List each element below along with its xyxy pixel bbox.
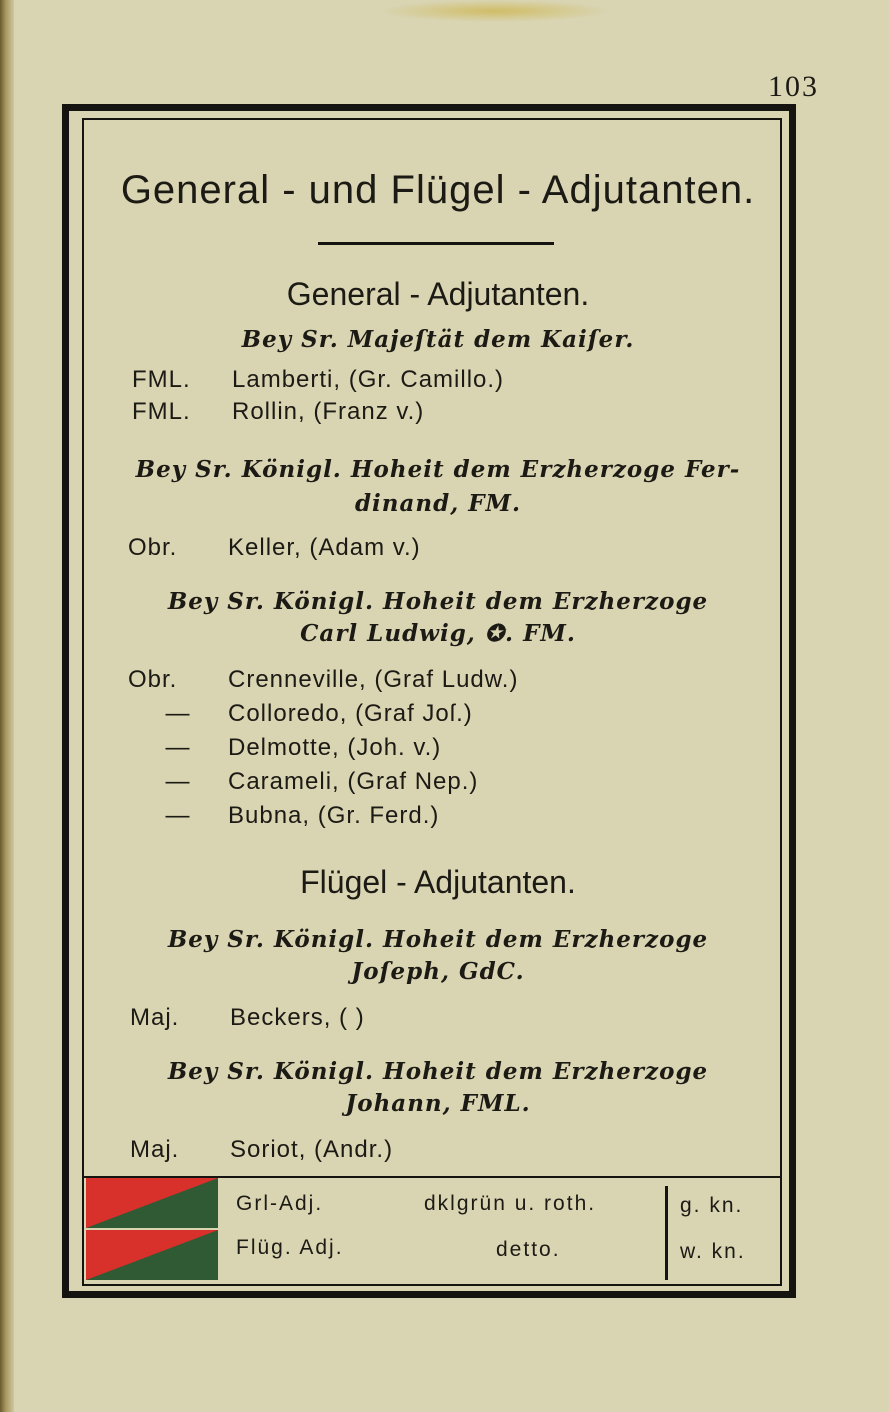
group-heading-continued: Joſeph, GdC. <box>351 958 525 985</box>
section-heading-general-adjutanten: General - Adjutanten. <box>286 276 590 312</box>
page-title: General - und Flügel - Adjutanten. <box>120 168 756 212</box>
list-item <box>128 534 421 562</box>
group-heading: Bey Sr. Königl. Hoheit dem Erzherzoge <box>167 926 709 953</box>
rank: Obr. <box>128 534 178 561</box>
rank: Maj. <box>130 1136 180 1163</box>
list-item <box>130 1136 393 1164</box>
legend-button-text: g. kn. <box>680 1194 744 1217</box>
list-item <box>132 398 424 426</box>
rank-ditto: — <box>165 700 191 727</box>
section-heading-fluegel-adjutanten: Flügel - Adjutanten. <box>300 864 576 900</box>
person-name: Keller, (Adam v.) <box>228 534 421 561</box>
person-name: Carameli, (Graf Nep.) <box>228 768 479 795</box>
legend-label-grl-adj: Grl-Adj. <box>236 1192 324 1215</box>
list-item <box>128 700 473 728</box>
group-heading: Bey Sr. Königl. Hoheit dem Erzherzoge <box>167 588 709 615</box>
group-heading-continued: Carl Ludwig, ✪. FM. <box>300 620 576 647</box>
legend-divider <box>665 1186 668 1280</box>
person-name: Colloredo, (Graf Joſ.) <box>228 700 473 727</box>
rank: FML. <box>132 398 191 425</box>
book-spine-edge <box>0 0 14 1412</box>
person-name: Beckers, ( ) <box>230 1004 365 1031</box>
title-divider <box>318 242 554 245</box>
legend-button-text: w. kn. <box>680 1240 746 1263</box>
list-item <box>128 802 439 830</box>
rank-ditto: — <box>165 802 191 829</box>
legend-colour-text: detto. <box>496 1238 561 1261</box>
colour-swatch-grl-adj <box>86 1178 218 1228</box>
page-number: 103 <box>768 70 819 103</box>
group-heading: Bey Sr. Königl. Hoheit dem Erzherzoge Fer- <box>135 456 741 483</box>
person-name: Delmotte, (Joh. v.) <box>228 734 442 761</box>
group-heading: Bey Sr. Majeſtät dem Kaiſer. <box>241 326 635 353</box>
rank: Obr. <box>128 666 178 693</box>
colour-swatch-fluegel-adj <box>86 1230 218 1280</box>
list-item <box>128 734 441 762</box>
person-name: Lamberti, (Gr. Camillo.) <box>232 366 505 393</box>
group-heading-continued: dinand, FM. <box>354 490 522 517</box>
rank-ditto: — <box>165 734 191 761</box>
rank-ditto: — <box>165 768 191 795</box>
legend-label-fluegel-adj: Flüg. Adj. <box>236 1236 344 1259</box>
list-item <box>128 666 518 694</box>
rank: Maj. <box>130 1004 180 1031</box>
paper-stain <box>380 0 610 22</box>
group-heading-continued: Johann, FML. <box>345 1090 531 1117</box>
legend-colour-text: dklgrün u. roth. <box>424 1192 597 1215</box>
rank: FML. <box>132 366 191 393</box>
person-name: Rollin, (Franz v.) <box>232 398 425 425</box>
person-name: Bubna, (Gr. Ferd.) <box>228 802 440 829</box>
person-name: Crenneville, (Graf Ludw.) <box>228 666 519 693</box>
list-item <box>128 768 478 796</box>
list-item <box>132 366 504 394</box>
person-name: Soriot, (Andr.) <box>230 1136 394 1163</box>
group-heading: Bey Sr. Königl. Hoheit dem Erzherzoge <box>167 1058 709 1085</box>
list-item <box>130 1004 365 1032</box>
